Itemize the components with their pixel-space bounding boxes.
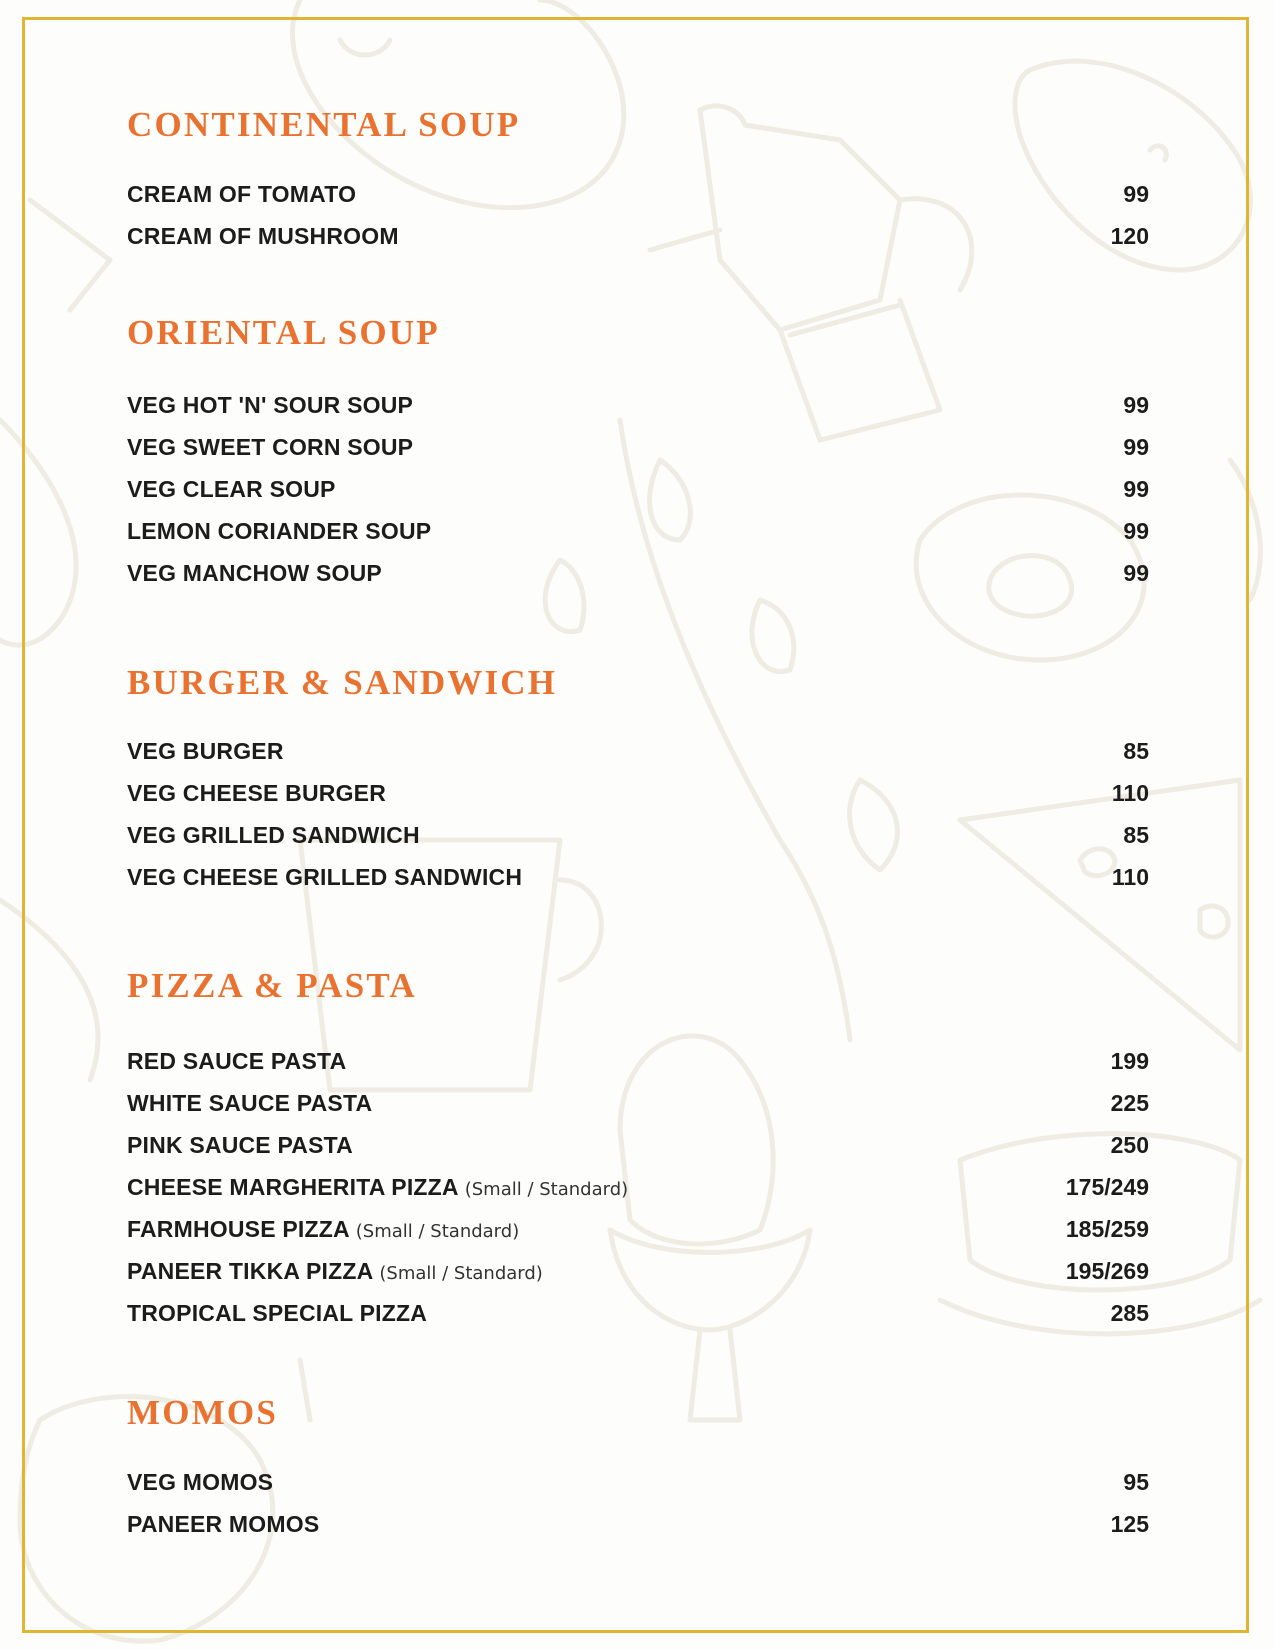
menu-item [127, 772, 1149, 814]
section-title: CONTINENTAL SOUP [127, 105, 521, 144]
item-name: LEMON CORIANDER SOUP [127, 518, 432, 544]
item-price: 110 [1111, 864, 1149, 890]
item-price: 99 [1123, 476, 1149, 502]
item-price: 110 [1111, 780, 1149, 806]
item-name: FARMHOUSE PIZZA [127, 1216, 350, 1242]
item-price: 195/269 [1065, 1258, 1149, 1284]
item-name: VEG CHEESE GRILLED SANDWICH [127, 864, 523, 890]
menu-item [127, 1292, 1149, 1334]
item-name: VEG MOMOS [127, 1469, 274, 1495]
item-size-note: (Small / Standard) [379, 1263, 543, 1284]
menu-item [127, 468, 1149, 510]
item-name: VEG GRILLED SANDWICH [127, 822, 420, 848]
item-name: VEG CHEESE BURGER [127, 780, 387, 806]
item-name: WHITE SAUCE PASTA [127, 1090, 373, 1116]
item-price: 125 [1110, 1511, 1149, 1537]
menu-section-pizza-pasta [127, 966, 1149, 1006]
item-name: CREAM OF TOMATO [127, 181, 357, 207]
item-name: PINK SAUCE PASTA [127, 1132, 353, 1158]
item-name: PANEER TIKKA PIZZA [127, 1258, 374, 1284]
item-price: 85 [1123, 738, 1149, 764]
item-list-momos [127, 1461, 1149, 1545]
section-title: ORIENTAL SOUP [127, 313, 440, 352]
item-price: 99 [1123, 434, 1149, 460]
item-name: RED SAUCE PASTA [127, 1048, 347, 1074]
section-title: BURGER & SANDWICH [127, 663, 558, 702]
menu-item [127, 1124, 1149, 1166]
item-size-note: (Small / Standard) [464, 1179, 629, 1200]
item-name: VEG MANCHOW SOUP [127, 560, 382, 586]
menu-item [127, 856, 1149, 898]
menu-item [127, 426, 1149, 468]
menu-item [127, 1082, 1149, 1124]
item-price: 95 [1123, 1469, 1149, 1495]
menu-item [127, 384, 1149, 426]
item-name: VEG HOT 'N' SOUR SOUP [127, 392, 414, 418]
item-price: 99 [1123, 518, 1149, 544]
section-title: PIZZA & PASTA [127, 966, 417, 1005]
item-label [127, 1250, 543, 1296]
menu-item [127, 1166, 1149, 1208]
item-name: PANEER MOMOS [127, 1511, 320, 1537]
item-name: VEG CLEAR SOUP [127, 476, 336, 502]
item-price: 99 [1123, 392, 1149, 418]
item-price: 285 [1110, 1300, 1149, 1326]
menu-item [127, 814, 1149, 856]
menu-item [127, 1503, 1149, 1545]
menu-item [127, 1461, 1149, 1503]
item-list-oriental-soup [127, 384, 1149, 594]
item-price: 99 [1123, 181, 1149, 207]
menu-item [127, 1250, 1149, 1292]
item-price: 85 [1123, 822, 1149, 848]
menu-item [127, 215, 1149, 257]
item-price: 185/259 [1065, 1216, 1149, 1242]
item-name: VEG BURGER [127, 738, 284, 764]
menu-item [127, 1208, 1149, 1250]
item-price: 120 [1110, 223, 1149, 249]
menu-item [127, 730, 1149, 772]
item-price: 225 [1110, 1090, 1149, 1116]
menu-item [127, 510, 1149, 552]
item-name: TROPICAL SPECIAL PIZZA [127, 1300, 428, 1326]
item-name: VEG SWEET CORN SOUP [127, 434, 414, 460]
menu-section-burger-sandwich [127, 663, 1149, 703]
item-name: CREAM OF MUSHROOM [127, 223, 399, 249]
menu-section-momos [127, 1393, 1149, 1433]
item-label [127, 1166, 628, 1212]
item-list-burger-sandwich [127, 730, 1149, 898]
menu-item [127, 173, 1149, 215]
menu-item [127, 1040, 1149, 1082]
item-price: 175/249 [1065, 1174, 1149, 1200]
item-name: CHEESE MARGHERITA PIZZA [127, 1174, 459, 1200]
item-list-pizza-pasta [127, 1040, 1149, 1334]
item-size-note: (Small / Standard) [355, 1221, 520, 1242]
item-price: 99 [1123, 560, 1149, 586]
item-list-continental-soup [127, 173, 1149, 257]
section-title: MOMOS [127, 1393, 278, 1432]
item-label [127, 1208, 519, 1254]
item-price: 199 [1110, 1048, 1149, 1074]
menu-item [127, 552, 1149, 594]
item-price: 250 [1110, 1132, 1149, 1158]
menu-section-oriental-soup [127, 313, 1149, 353]
